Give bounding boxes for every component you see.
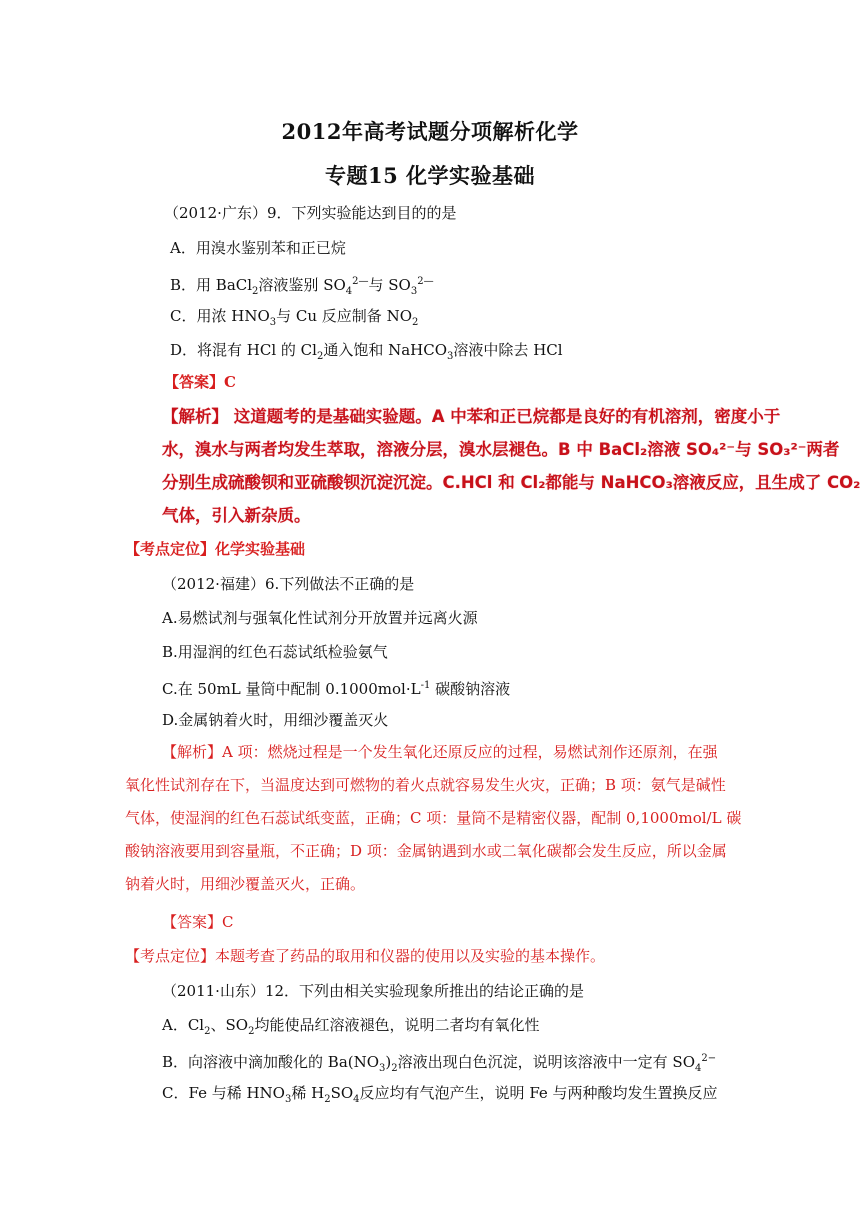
q2-analysis (125, 736, 742, 901)
q3-option-a: A．$Cl_2$、$SO_2$均能使品红溶液褪色，说明二者均有氧化性 (162, 1016, 540, 1037)
q2-analysis-line: 【解析】A 项：燃烧过程是一个发生氧化还原反应的过程，易燃试剂作还原剂，在强 (162, 743, 718, 761)
q2-option-d: D.金属钠着火时，用细沙覆盖灭火 (162, 711, 389, 729)
q2-kaodian: 【考点定位】本题考查了药品的取用和仪器的使用以及实验的基本操作。 (125, 947, 606, 965)
document-subtitle: 专题15 化学实验基础 (324, 163, 536, 188)
q2-analysis-line: 钠着火时，用细沙覆盖灭火，正确。 (125, 875, 366, 893)
q1-analysis-line: 气体，引入新杂质。 (162, 506, 311, 525)
q2-analysis-line: 酸钠溶液要用到容量瓶，不正确；D 项：金属钠遇到水或二氧化碳都会发生反应，所以金属 (125, 842, 727, 860)
q2-option-c: C.在 50mL 量筒中配制 $0.1000mol\cdot L^{-1}$ 碳酸钠溶液 (162, 680, 511, 698)
q2-stem: （2012·福建）6.下列做法不正确的是 (162, 575, 415, 593)
q1-stem: （2012·广东）9．下列实验能达到目的的是 (164, 204, 457, 222)
q1-analysis-line: 【解析】 这道题考的是基础实验题。A 中苯和正已烷都是良好的有机溶剂，密度小于 (162, 407, 781, 426)
q2-option-a: A.易燃试剂与强氧化性试剂分开放置并远离火源 (162, 609, 478, 627)
q1-analysis-line: 水，溴水与两者均发生萃取，溶液分层，溴水层褪色。B 中 BaCl₂溶液 SO₄²⁻与 SO₃²⁻两者 (162, 440, 840, 459)
q3-stem: （2011·山东）12．下列由相关实验现象所推出的结论正确的是 (162, 982, 585, 1000)
q1-answer: 【答案】C (164, 373, 236, 391)
q3-option-c: C．Fe 与稀 $HNO_3$稀 $H_2SO_4$反应均有气泡产生，说明 Fe 与两种酸均发生置换反应 (162, 1084, 718, 1105)
q2-option-b: B.用湿润的红色石蕊试纸检验氨气 (162, 643, 388, 661)
q2-analysis-line: 气体，使湿润的红色石蕊试纸变蓝，正确；C 项：量筒不是精密仪器，配制 0,1000mol/L 碳 (125, 809, 742, 827)
q1-option-b: B．用 BaCl$_2$溶液鉴别 $SO_4^{2—}$与 $SO_3^{2—}$ (170, 276, 434, 297)
q2-answer: 【答案】C (162, 913, 234, 931)
q1-kaodian: 【考点定位】化学实验基础 (125, 540, 306, 558)
q1-analysis-image-text (162, 400, 860, 532)
q1-option-a: A．用溴水鉴别苯和正已烷 (170, 239, 346, 257)
q1-analysis-line: 分别生成硫酸钡和亚硫酸钡沉淀沉淀。C.HCl 和 Cl₂都能与 NaHCO₃溶液反应，且生成了 CO₂ (162, 473, 860, 492)
q2-analysis-line: 氧化性试剂存在下，当温度达到可燃物的着火点就容易发生火灾，正确；B 项：氨气是碱性 (125, 776, 726, 794)
q1-option-c: C．用浓 $HNO_3$与 Cu 反应制备 $NO_2$ (170, 307, 419, 328)
q3-option-b: B．向溶液中滴加酸化的 $Ba(NO_3)_2$溶液出现白色沉淀，说明该溶液中一定有 $SO_4^{2-}$ (162, 1053, 717, 1074)
document-title: 2012年高考试题分项解析化学 (281, 119, 579, 144)
q1-option-d: D．将混有 HCl 的 $Cl_2$通入饱和 NaHCO$_3$溶液中除去 HCl (170, 341, 563, 362)
